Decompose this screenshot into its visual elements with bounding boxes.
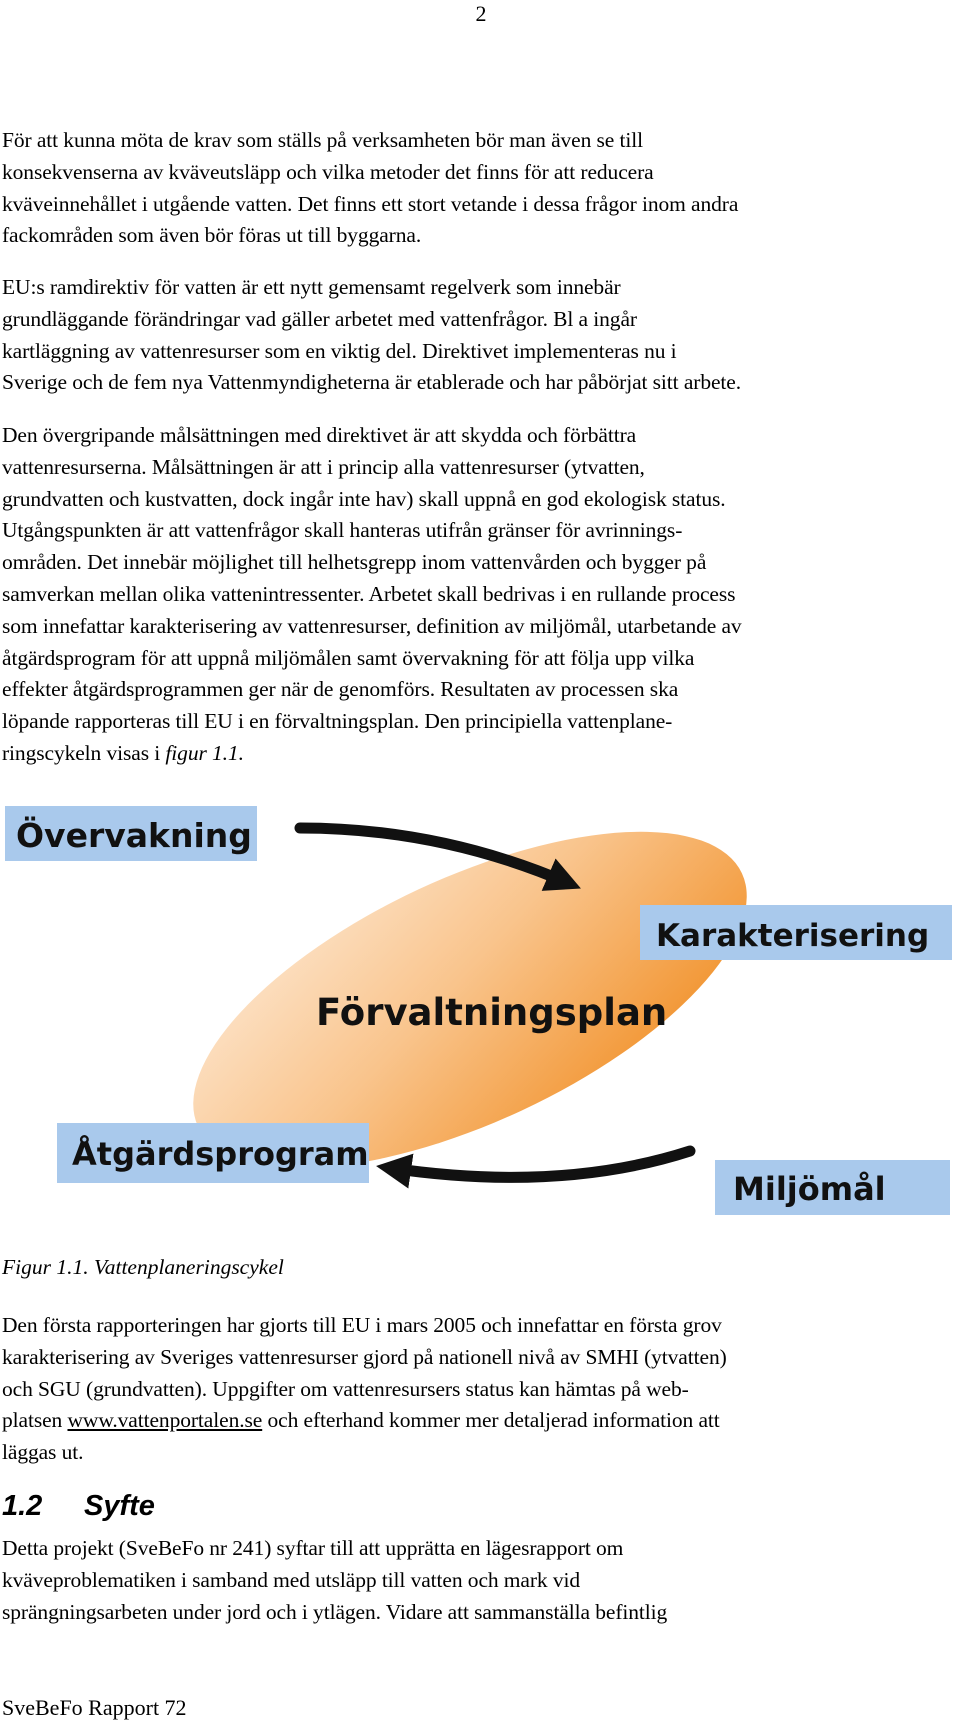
text-line: grundvatten och kustvatten, dock ingår inte hav) skall uppnå en god ekologisk status. bbox=[2, 486, 726, 511]
text-line: Utgångspunkten är att vattenfrågor skall hanteras utifrån gränser för avrinnings- bbox=[2, 518, 683, 543]
paragraph-1 bbox=[2, 125, 952, 252]
section-heading bbox=[2, 1488, 155, 1524]
label-forvaltningsplan: Förvaltningsplan bbox=[316, 991, 668, 1034]
text-fragment: platsen bbox=[2, 1408, 68, 1433]
paragraph-5 bbox=[2, 1533, 952, 1628]
text-line: vattenresurserna. Målsättningen är att i princip alla vattenresurser (ytvatten, bbox=[2, 454, 645, 479]
figure-reference: figur 1.1. bbox=[165, 740, 244, 765]
text-line: som innefattar karakterisering av vattenresurser, definition av miljömål, utarbetande av bbox=[2, 613, 742, 638]
text-line: kartläggning av vattenresurser som en viktig del. Direktivet implementeras nu i bbox=[2, 338, 677, 363]
text-line: Detta projekt (SveBeFo nr 241) syftar till att upprätta en lägesrapport om bbox=[2, 1536, 624, 1560]
text-line: kväveproblematiken i samband med utsläpp till vatten och mark vid bbox=[2, 1567, 581, 1592]
text-line: Den övergripande målsättningen med direktivet är att skydda och förbättra bbox=[2, 423, 637, 447]
text-line: grundläggande förändringar vad gäller arbetet med vattenfrågor. Bl a ingår bbox=[2, 306, 637, 331]
text-line: områden. Det innebär möjlighet till helhetsgrepp inom vattenvården och bygger på bbox=[2, 550, 707, 575]
figure-caption: Figur 1.1. Vattenplaneringscykel bbox=[2, 1255, 284, 1279]
label-overvakning: Övervakning bbox=[16, 816, 252, 855]
water-planning-cycle-figure bbox=[0, 793, 960, 1231]
text-line: karakterisering av Sveriges vattenresurser gjord på nationell nivå av SMHI (ytvatten) bbox=[2, 1344, 727, 1369]
text-line: EU:s ramdirektiv för vatten är ett nytt gemensamt regelverk som innebär bbox=[2, 275, 621, 299]
page-footer: SveBeFo Rapport 72 bbox=[2, 1695, 187, 1720]
arrow-bottom bbox=[390, 1151, 690, 1177]
text-line: För att kunna möta de krav som ställs på verksamheten bör man även se till bbox=[2, 128, 644, 152]
vattenportalen-link[interactable]: www.vattenportalen.se bbox=[67, 1408, 263, 1433]
paragraph-2 bbox=[2, 272, 952, 399]
text-line: åtgärdsprogram för att uppnå miljömålen samt övervakning för att följa upp vilka bbox=[2, 645, 695, 670]
cycle-diagram bbox=[0, 793, 960, 1231]
text-line: sprängningsarbeten under jord och i ytlägen. Vidare att sammanställa befintlig bbox=[2, 1599, 668, 1624]
text-line bbox=[2, 738, 952, 770]
text-line: Sverige och de fem nya Vattenmyndigheterna är etablerade och har påbörjat sitt arbete. bbox=[2, 370, 742, 395]
label-miljomal: Miljömål bbox=[733, 1170, 886, 1208]
label-atgardsprogram: Åtgärdsprogram bbox=[72, 1135, 369, 1173]
page-number: 2 bbox=[475, 1, 487, 26]
paragraph-4 bbox=[2, 1310, 952, 1469]
text-fragment: och efterhand kommer mer detaljerad information att bbox=[262, 1408, 720, 1433]
text-line: samverkan mellan olika vattenintressenter. Arbetet skall bedrivas i en rullande process bbox=[2, 581, 736, 606]
section-title: Syfte bbox=[84, 1490, 155, 1522]
paragraph-3 bbox=[2, 420, 952, 770]
text-line: konsekvenserna av kväveutsläpp och vilka metoder det finns för att reducera bbox=[2, 159, 654, 184]
text-line: kväveinnehållet i utgående vatten. Det finns ett stort vetande i dessa frågor inom andra bbox=[2, 191, 739, 216]
text-line: löpande rapporteras till EU i en förvaltningsplan. Den principiella vattenplane- bbox=[2, 709, 673, 734]
label-karakterisering: Karakterisering bbox=[656, 918, 930, 954]
text-fragment: ringscykeln visas i bbox=[2, 740, 166, 765]
text-line: och SGU (grundvatten). Uppgifter om vattenresursers status kan hämtas på web- bbox=[2, 1376, 689, 1401]
text-line: fackområden som även bör föras ut till byggarna. bbox=[2, 223, 422, 248]
section-number: 1.2 bbox=[2, 1490, 43, 1522]
text-line bbox=[2, 1405, 952, 1437]
text-line: läggas ut. bbox=[2, 1440, 84, 1465]
text-line: Den första rapporteringen har gjorts till EU i mars 2005 och innefattar en första grov bbox=[2, 1313, 722, 1337]
text-line: effekter åtgärdsprogrammen ger när de genomförs. Resultaten av processen ska bbox=[2, 677, 679, 702]
